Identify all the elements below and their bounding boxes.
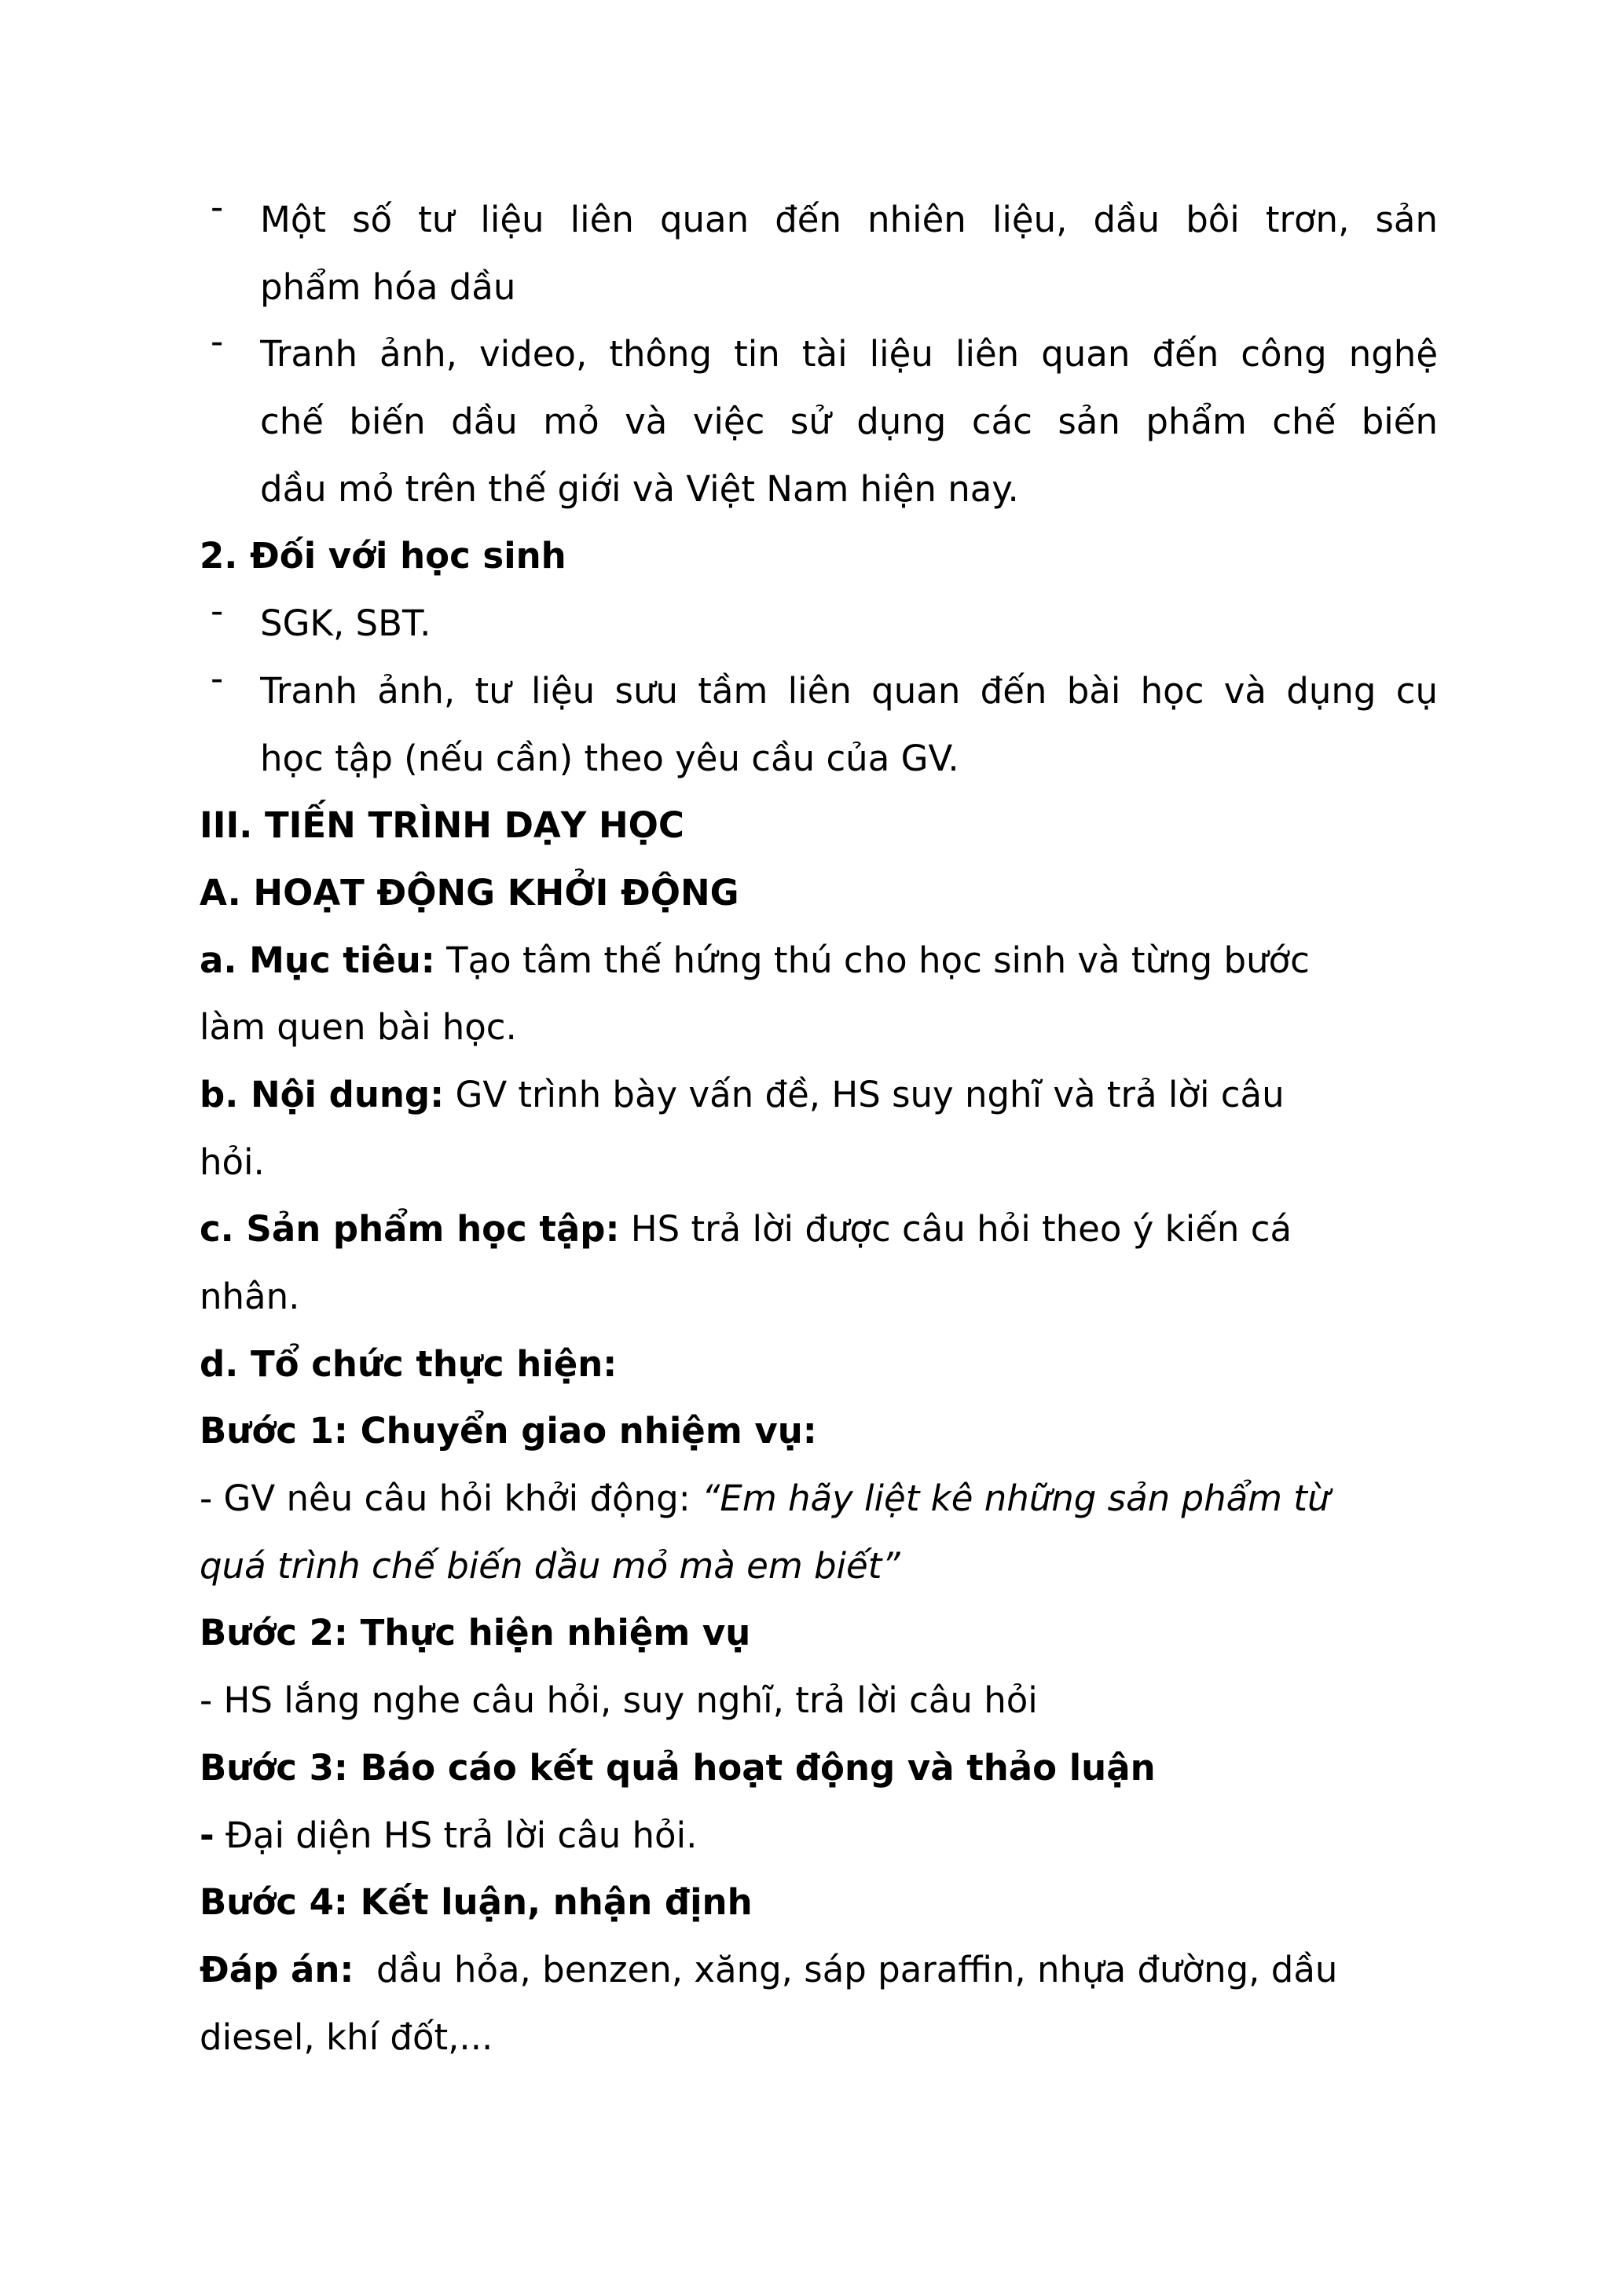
text-line: Một số tư liệu liên quan đến nhiên liệu, dầu bôi trơn, sản [260, 199, 1438, 240]
text-line: Tranh ảnh, video, thông tin tài liệu liên quan đến công nghệ [260, 333, 1438, 375]
section-heading: III. TIẾN TRÌNH DẠY HỌC [200, 804, 684, 847]
list-item [200, 320, 1438, 522]
student-materials-list [200, 590, 1438, 792]
content-label: b. Nội dung: [200, 1073, 445, 1115]
text-line: chế biến dầu mỏ và việc sử dụng các sản phẩm chế biến [260, 401, 1438, 443]
step1-heading: Bước 1: Chuyển giao nhiệm vụ: [200, 1410, 817, 1452]
activity-heading: A. HOẠT ĐỘNG KHỞI ĐỘNG [200, 871, 739, 914]
text-run: GV trình bày vấn đề, HS suy nghĩ và trả lời câu [444, 1073, 1285, 1115]
text-run: HS trả lời được câu hỏi theo ý kiến cá [619, 1208, 1292, 1251]
step3-heading: Bước 3: Báo cáo kết quả hoạt động và thảo luận [200, 1746, 1156, 1789]
text-run: Tạo tâm thế hứng thú cho học sinh và từng bước [434, 939, 1310, 981]
bullet-dash: - [211, 590, 224, 632]
product-paragraph [200, 1196, 1438, 1330]
product-label: c. Sản phẩm học tập: [200, 1208, 620, 1251]
objective-paragraph [200, 927, 1438, 1061]
text-line: học tập (nếu cần) theo yêu cầu của GV. [260, 737, 959, 779]
content-paragraph [200, 1061, 1438, 1196]
text-line: diesel, khí đốt,... [200, 2016, 493, 2058]
list-item [200, 657, 1438, 792]
teacher-materials-list [200, 186, 1438, 522]
quote-text: quá trình chế biến dầu mỏ mà em biết” [200, 1544, 900, 1587]
text-run: dầu hỏa, benzen, xăng, sáp paraffin, nhựa đường, dầu [354, 1948, 1338, 1990]
organization-heading: d. Tổ chức thực hiện: [200, 1342, 618, 1385]
list-item [200, 186, 1438, 320]
bullet-dash: - [211, 320, 224, 363]
answer-label: Đáp án: [200, 1948, 354, 1990]
bullet-dash: - [211, 186, 224, 228]
quote-text: “Em hãy liệt kê những sản phẩm từ [702, 1478, 1330, 1520]
text-line: làm quen bài học. [200, 1006, 517, 1049]
text-line: phẩm hóa dầu [260, 265, 516, 308]
text-run: - GV nêu câu hỏi khởi động: [200, 1478, 702, 1520]
text-line: nhân. [200, 1276, 300, 1317]
document-page [200, 186, 1438, 2071]
text-run: Đại diện HS trả lời câu hỏi. [214, 1814, 698, 1856]
bullet-dash: - [211, 657, 224, 699]
objective-label: a. Mục tiêu: [200, 939, 435, 981]
text-line: - HS lắng nghe câu hỏi, suy nghĩ, trả lời câu hỏi [200, 1679, 1038, 1722]
step2-heading: Bước 2: Thực hiện nhiệm vụ [200, 1612, 751, 1654]
text-line: dầu mỏ trên thế giới và Việt Nam hiện nay. [260, 467, 1019, 510]
student-heading: 2. Đối với học sinh [200, 535, 566, 577]
text-line: hỏi. [200, 1141, 265, 1183]
text-line: Tranh ảnh, tư liệu sưu tầm liên quan đến bài học và dụng cụ [260, 669, 1438, 712]
bullet-dash: - [200, 1814, 214, 1856]
text-line: SGK, SBT. [260, 602, 431, 645]
list-item [200, 590, 1438, 657]
step4-heading: Bước 4: Kết luận, nhận định [200, 1881, 753, 1924]
answer-paragraph [200, 1936, 1438, 2071]
